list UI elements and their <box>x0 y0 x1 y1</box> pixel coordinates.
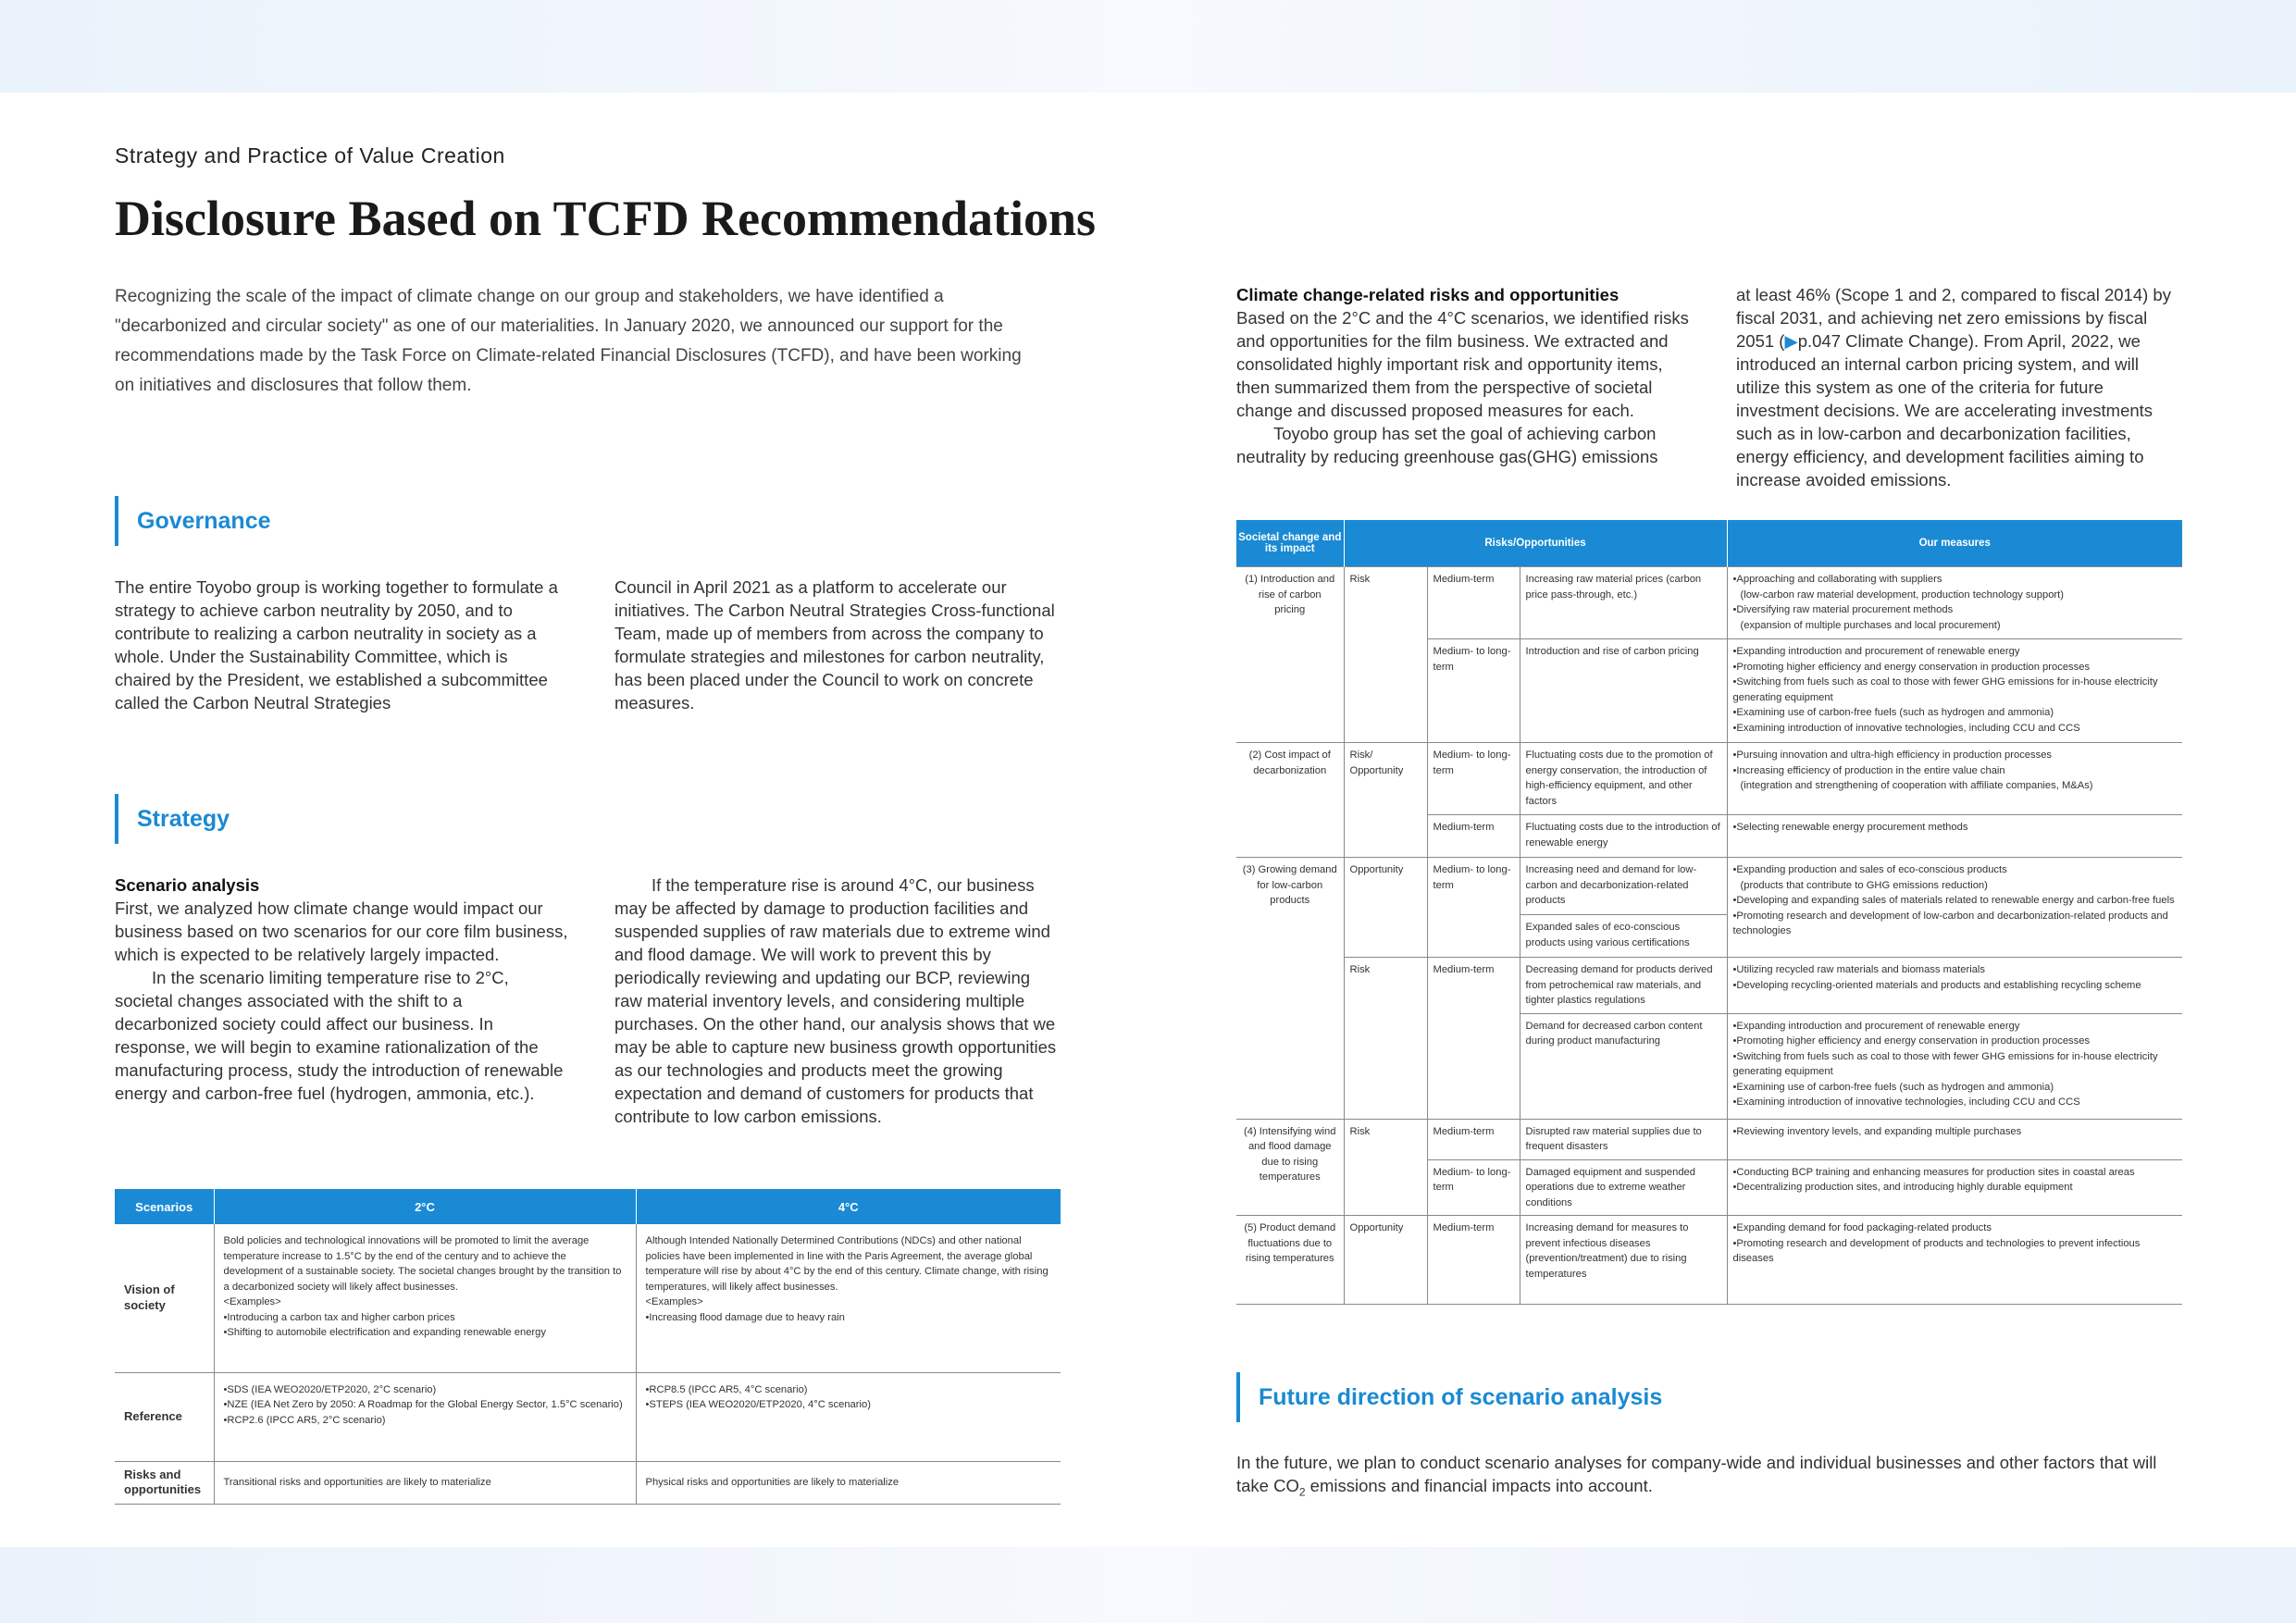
risk-header-cell: Societal change and its impact <box>1236 520 1344 567</box>
cell-line: •Introducing a carbon tax and higher carbon prices <box>223 1311 455 1323</box>
cell-line: •Utilizing recycled raw materials and biomass materials <box>1732 964 1986 975</box>
future-direction-text <box>1236 1451 2171 1505</box>
cell-line: Bold policies and technological innovations will be promoted to limit the average temperature increase to 1.5°C by the end of the century and to achieve the development of a sustainable society. The societal changes brought by the transition to a decarbonized society will likely affect businesses. <box>223 1235 622 1293</box>
cell-line: •Promoting research and development of low-carbon and decarbonization-related products and technologies <box>1732 910 2168 936</box>
climate-col2-b: p.047 Climate Change). From April, 2022, we introduced an internal carbon pricing system, and will utilize this system as one of the criteria for future investment decisions. We are accelerating investments such as in low-carbon and decarbonization facilities, energy efficiency, and development facilities aiming to increase avoided emissions. <box>1736 331 2153 489</box>
scenario-table-header <box>115 1189 1061 1224</box>
impact-cell: (1) Introduction and rise of carbon pricing <box>1236 567 1344 743</box>
impact-cell: (5) Product demand fluctuations due to rising temperatures <box>1236 1216 1344 1305</box>
cell-line: •Promoting higher efficiency and energy conservation in production processes <box>1732 661 2091 673</box>
cell-line: •Increasing efficiency of production in the entire value chain <box>1732 764 2005 776</box>
cell-line: •NZE (IEA Net Zero by 2050: A Roadmap for the Global Energy Sector, 1.5°C scenario) <box>223 1399 623 1410</box>
measure-cell <box>1727 1013 2182 1119</box>
climate-col1 <box>1236 283 1690 468</box>
cell-line: •RCP2.6 (IPCC AR5, 2°C scenario) <box>223 1414 386 1426</box>
measure-cell <box>1727 958 2182 1014</box>
cell-line: <Examples> <box>223 1296 281 1307</box>
governance-col1: The entire Toyobo group is working together to formulate a strategy to achieve carbon neutrality by 2050, and to contribute to realizing a carbon neutrality in society as a whole. Under the Sustainability Committee, which is chaired by the President, we established a subcommittee called the Carbon Neutral Strategies <box>115 577 558 712</box>
cell-line: •RCP8.5 (IPCC AR5, 4°C scenario) <box>645 1383 808 1395</box>
future-text-a: In the future, we plan to conduct scenario analyses for company-wide and individual businesses and other factors that will take CO <box>1236 1453 2157 1495</box>
cell-line: Although Intended Nationally Determined Contributions (NDCs) and other national policies have been implemented in line with the Paris Agreement, the average global temperature will rise by about 4°C by the end of this century. Climate change, with rising temperatures, will likely affect businesses. <box>645 1235 1049 1293</box>
future-direction-heading: Future direction of scenario analysis <box>1236 1372 1662 1422</box>
scenario-2c-cell: Transitional risks and opportunities are likely to materialize <box>214 1461 636 1504</box>
cell-line: •Developing and expanding sales of materials related to renewable energy and carbon-free fuels <box>1732 895 2175 906</box>
scenario-table <box>115 1189 1061 1505</box>
impact-cell: (3) Growing demand for low-carbon products <box>1236 858 1344 1120</box>
term-cell: Medium- to long-term <box>1427 858 1520 958</box>
top-band <box>0 0 2296 93</box>
cell-line: (integration and strengthening of cooperation with affiliate companies, M&As) <box>1740 780 2093 791</box>
climate-subhead: Climate change-related risks and opportunities <box>1236 285 1620 304</box>
climate-col1-p1: Based on the 2°C and the 4°C scenarios, we identified risks and opportunities for the film business. We extracted and consolidated highly important risk and opportunity items, then summarized them from the perspective of societal change and discussed proposed measures for each. <box>1236 308 1689 420</box>
measure-cell <box>1727 1216 2182 1305</box>
strategy-heading: Strategy <box>115 794 230 844</box>
climate-col1-p2: Toyobo group has set the goal of achieving carbon neutrality by reducing greenhouse gas(GHG) emissions <box>1236 424 1658 466</box>
term-cell: Medium-term <box>1427 1119 1520 1159</box>
measure-cell: •Selecting renewable energy procurement methods <box>1727 815 2182 858</box>
strategy-col1-p2: In the scenario limiting temperature rise to 2°C, societal changes associated with the shift to a decarbonized society could affect our business. In response, we will begin to examine rationalization of the manufacturing process, study the introduction of renewable energy and carbon-free fuel (hydrogen, ammonia, etc.). <box>115 968 564 1103</box>
term-cell: Medium- to long-term <box>1427 639 1520 743</box>
cell-line: •Decentralizing production sites, and introducing highly durable equipment <box>1732 1182 2073 1193</box>
cell-line: •Expanding demand for food packaging-related products <box>1732 1222 1992 1233</box>
cell-line: •SDS (IEA WEO2020/ETP2020, 2°C scenario) <box>223 1383 437 1395</box>
table-row <box>115 1461 1061 1504</box>
cell-line: •Approaching and collaborating with suppliers <box>1732 574 1942 585</box>
row-label: Vision of society <box>115 1224 214 1372</box>
governance-heading: Governance <box>115 496 271 546</box>
page-title: Disclosure Based on TCFD Recommendations <box>115 191 1097 246</box>
risk-header-cell: Our measures <box>1727 520 2182 567</box>
table-row <box>1236 1216 2182 1305</box>
climate-col2-a: at least 46% (Scope 1 and 2, compared to fiscal 2014) by fiscal 2031, and achieving net zero emissions by fiscal 2051 ( <box>1736 285 2171 351</box>
future-text-b: emissions and financial impacts into account. <box>1305 1476 1653 1495</box>
item-cell: Decreasing demand for products derived from petrochemical raw materials, and tighter plastics regulations <box>1520 958 1727 1014</box>
measure-cell <box>1727 743 2182 815</box>
scenario-header-cell: 4°C <box>636 1189 1061 1224</box>
scenario-header-cell: Scenarios <box>115 1189 214 1224</box>
scenario-2c-cell <box>214 1372 636 1461</box>
item-cell: Fluctuating costs due to the introduction of renewable energy <box>1520 815 1727 858</box>
cell-line: •Promoting higher efficiency and energy conservation in production processes <box>1732 1035 2091 1047</box>
cell-line: •Examining use of carbon-free fuels (such as hydrogen and ammonia) <box>1732 1081 2054 1093</box>
cell-line: •STEPS (IEA WEO2020/ETP2020, 4°C scenario) <box>645 1399 871 1410</box>
cell-line: •Expanding introduction and procurement of renewable energy <box>1732 646 2020 657</box>
bottom-band <box>0 1547 2296 1623</box>
risk-opportunity-table <box>1236 520 2182 1305</box>
cell-line: •Switching from fuels such as coal to those with fewer GHG emissions for in-house electricity generating equipment <box>1732 676 2158 703</box>
intro-paragraph: Recognizing the scale of the impact of climate change on our group and stakeholders, we have identified a "decarbonized and circular society" as one of our materialities. In January 2020, we announced our support for the recommendations made by the Task Force on Climate-related Financial Disclosures (TCFD), and have been working on initiatives and disclosures that follow them. <box>115 287 1022 395</box>
cell-line: •Shifting to automobile electrification and expanding renewable energy <box>223 1327 546 1338</box>
strategy-col1-p1: First, we analyzed how climate change would impact our business based on two scenarios for our core film business, which is expected to be relatively largely impacted. <box>115 898 568 964</box>
cell-line: (products that contribute to GHG emissions reduction) <box>1740 879 1988 891</box>
page-ref-arrow-icon: ▶ <box>1784 331 1798 351</box>
strategy-col2-p1: If the temperature rise is around 4°C, our business may be affected by damage to production facilities and suspended supplies of raw materials due to extreme wind and flood damage. We will work to prevent this by periodically reviewing and updating our BCP, reviewing raw material inventory levels, and considering multiple purchases. On the other hand, our analysis shows that we may be able to capture new business growth opportunities as our technologies and products meet the growing expectation and demand of customers for products that contribute to low carbon emissions. <box>614 875 1057 1126</box>
term-cell: Medium- to long-term <box>1427 1159 1520 1216</box>
section-label: Strategy and Practice of Value Creation <box>115 143 505 167</box>
scenario-4c-cell: Physical risks and opportunities are likely to materialize <box>636 1461 1061 1504</box>
cell-line: •Promoting research and development of products and technologies to prevent infectious diseases <box>1732 1237 2141 1264</box>
item-cell: Disrupted raw material supplies due to frequent disasters <box>1520 1119 1727 1159</box>
row-label: Risks and opportunities <box>115 1461 214 1504</box>
term-cell: Medium- to long-term <box>1427 743 1520 815</box>
type-cell: Risk <box>1344 1119 1427 1216</box>
type-cell: Opportunity <box>1344 1216 1427 1305</box>
measure-cell <box>1727 1159 2182 1216</box>
table-row <box>1236 743 2182 815</box>
item-cell: Demand for decreased carbon content during product manufacturing <box>1520 1013 1727 1119</box>
impact-cell: (2) Cost impact of decarbonization <box>1236 743 1344 858</box>
future-text-sub: 2 <box>1298 1485 1306 1499</box>
cell-line: •Expanding production and sales of eco-conscious products <box>1732 864 2007 875</box>
cell-line: •Pursuing innovation and ultra-high efficiency in production processes <box>1732 750 2053 761</box>
cell-line: •Developing recycling-oriented materials and products and establishing recycling scheme <box>1732 979 2141 991</box>
cell-line: <Examples> <box>645 1296 703 1307</box>
cell-line: (expansion of multiple purchases and local procurement) <box>1740 619 2001 631</box>
type-cell: Risk <box>1344 567 1427 743</box>
risk-table-header <box>1236 520 2182 567</box>
measure-cell <box>1727 567 2182 639</box>
scenario-4c-cell <box>636 1372 1061 1461</box>
cell-line: •Examining use of carbon-free fuels (such as hydrogen and ammonia) <box>1732 707 2054 718</box>
term-cell: Medium-term <box>1427 815 1520 858</box>
scenario-4c-cell <box>636 1224 1061 1372</box>
item-cell: Introduction and rise of carbon pricing <box>1520 639 1727 743</box>
cell-line: •Diversifying raw material procurement methods <box>1732 604 1954 615</box>
cell-line: •Examining introduction of innovative technologies, including CCU and CCS <box>1732 1096 2080 1108</box>
row-label: Reference <box>115 1372 214 1461</box>
type-cell: Risk <box>1344 958 1427 1120</box>
scenario-2c-cell <box>214 1224 636 1372</box>
climate-col2 <box>1736 283 2184 491</box>
item-cell: Increasing raw material prices (carbon price pass-through, etc.) <box>1520 567 1727 639</box>
cell-line: •Switching from fuels such as coal to those with fewer GHG emissions for in-house electricity generating equipment <box>1732 1050 2158 1077</box>
cell-line: •Conducting BCP training and enhancing measures for production sites in coastal areas <box>1732 1166 2135 1178</box>
table-row <box>115 1372 1061 1461</box>
strategy-col2 <box>614 873 1061 1128</box>
type-cell: Opportunity <box>1344 858 1427 958</box>
item-cell: Increasing need and demand for low-carbon and decarbonization-related products <box>1520 858 1727 915</box>
impact-cell: (4) Intensifying wind and flood damage due to rising temperatures <box>1236 1119 1344 1216</box>
scenario-analysis-subhead: Scenario analysis <box>115 875 260 895</box>
measure-cell: •Reviewing inventory levels, and expanding multiple purchases <box>1727 1119 2182 1159</box>
risk-header-cell: Risks/Opportunities <box>1344 520 1727 567</box>
item-cell: Increasing demand for measures to prevent infectious diseases (prevention/treatment) due to rising temperatures <box>1520 1216 1727 1305</box>
type-cell: Risk/ Opportunity <box>1344 743 1427 858</box>
term-cell: Medium-term <box>1427 567 1520 639</box>
measure-cell <box>1727 858 2182 958</box>
table-row <box>1236 858 2182 915</box>
table-row <box>1236 1119 2182 1159</box>
strategy-col1 <box>115 873 568 1105</box>
cell-line: •Increasing flood damage due to heavy rain <box>645 1311 845 1323</box>
term-cell: Medium-term <box>1427 1216 1520 1305</box>
term-cell: Medium-term <box>1427 958 1520 1120</box>
table-row <box>1236 567 2182 639</box>
measure-cell <box>1727 639 2182 743</box>
cell-line: •Expanding introduction and procurement of renewable energy <box>1732 1020 2020 1032</box>
item-cell: Damaged equipment and suspended operations due to extreme weather conditions <box>1520 1159 1727 1216</box>
cell-line: •Examining introduction of innovative technologies, including CCU and CCS <box>1732 722 2080 734</box>
item-cell: Expanded sales of eco-conscious products using various certifications <box>1520 915 1727 958</box>
scenario-header-cell: 2°C <box>214 1189 636 1224</box>
table-row <box>115 1224 1061 1372</box>
governance-col2: Council in April 2021 as a platform to accelerate our initiatives. The Carbon Neutral Strategies Cross-functional Team, made up of members from across the company to formulate strategies and milestones for carbon neutrality, has been placed under the Council to work on concrete measures. <box>614 577 1055 712</box>
item-cell: Fluctuating costs due to the promotion of energy conservation, the introduction of high-efficiency equipment, and other factors <box>1520 743 1727 815</box>
table-row <box>1236 958 2182 1014</box>
cell-line: (low-carbon raw material development, production technology support) <box>1740 588 2064 601</box>
